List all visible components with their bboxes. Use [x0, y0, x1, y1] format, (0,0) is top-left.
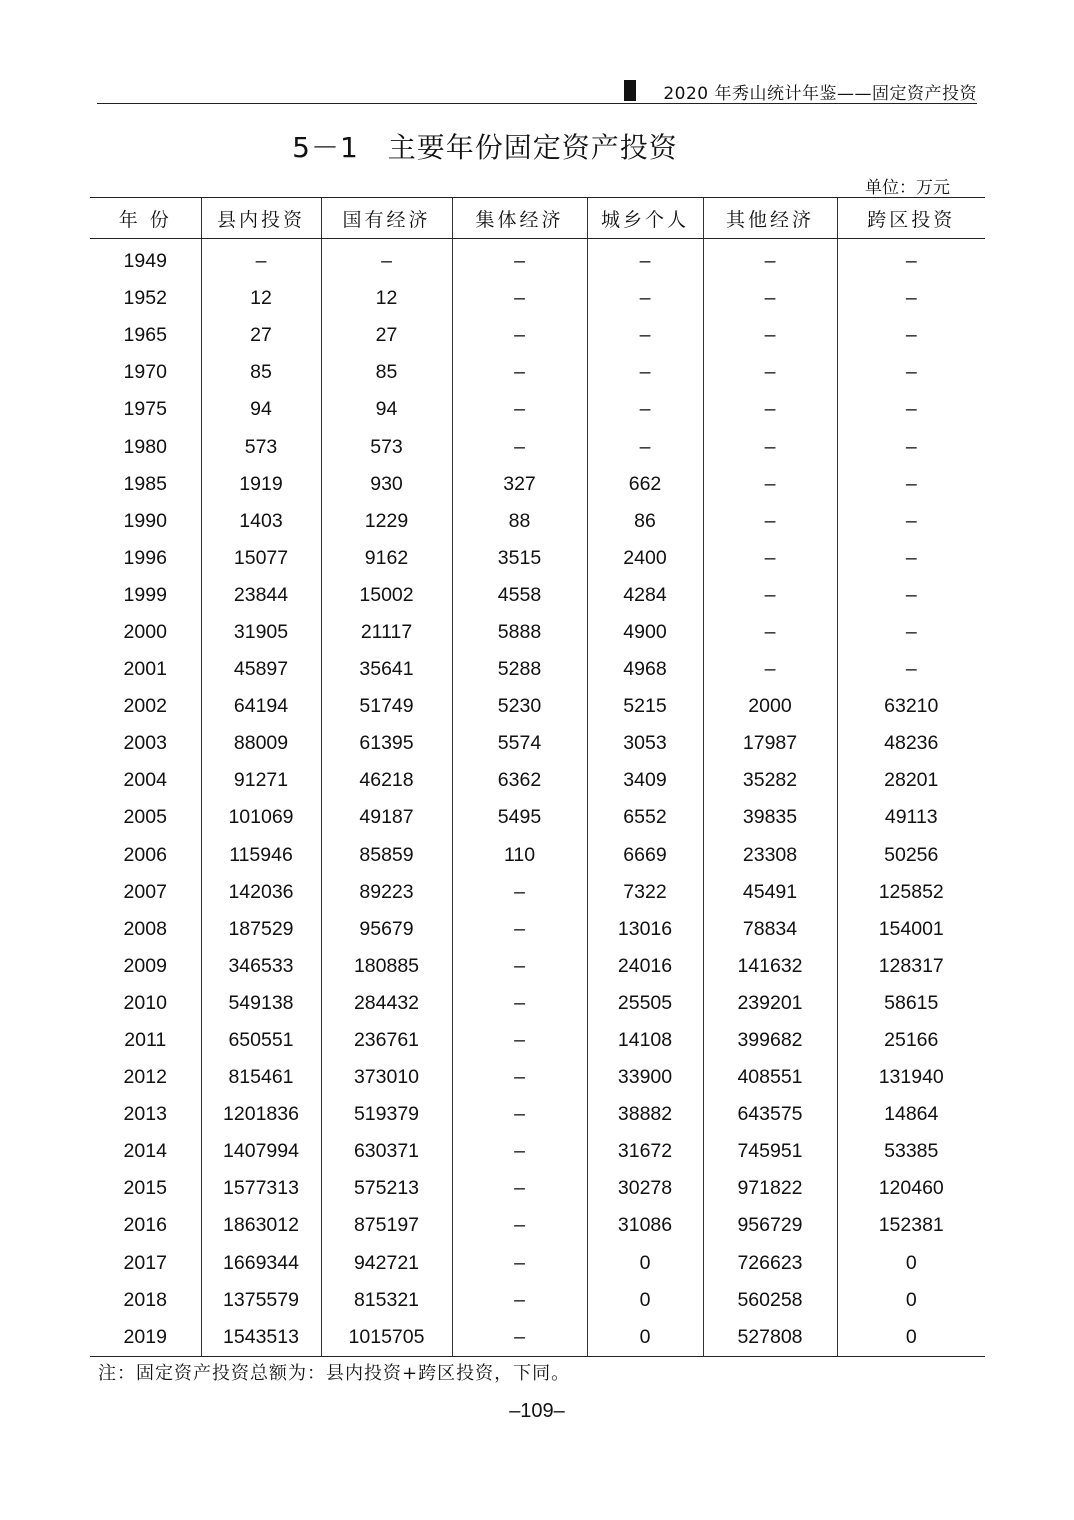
table-row [90, 948, 985, 985]
year-cell: 2014 [123, 1140, 167, 1163]
year-cell: 2007 [123, 880, 167, 903]
value-cell: 0 [837, 1245, 985, 1282]
value-cell: 373010 [321, 1059, 452, 1096]
value-cell: 28201 [837, 762, 985, 799]
value-cell: 31672 [587, 1133, 703, 1170]
column-header: 跨区投资 [837, 198, 985, 239]
value-cell: – [837, 540, 985, 577]
value-cell: – [452, 317, 587, 354]
value-cell: 815461 [201, 1059, 321, 1096]
value-cell: – [452, 1059, 587, 1096]
value-cell: 1229 [321, 503, 452, 540]
value-cell: 408551 [703, 1059, 837, 1096]
value-cell: 27 [321, 317, 452, 354]
column-header: 城乡个人 [587, 198, 703, 239]
value-cell: 50256 [837, 837, 985, 874]
value-cell: – [837, 466, 985, 503]
value-cell: 1669344 [201, 1245, 321, 1282]
table-row [90, 1133, 985, 1170]
table-row [90, 1022, 985, 1059]
table-header-row [90, 198, 985, 239]
value-cell: – [837, 503, 985, 540]
year-cell: 2010 [123, 991, 167, 1014]
year-cell: 1970 [123, 361, 167, 384]
year-cell: 1999 [123, 583, 167, 606]
value-cell: 1543513 [201, 1319, 321, 1357]
value-cell: – [837, 651, 985, 688]
value-cell: 33900 [587, 1059, 703, 1096]
value-cell: 236761 [321, 1022, 452, 1059]
value-cell: – [837, 428, 985, 465]
year-cell: 2016 [123, 1214, 167, 1237]
value-cell: – [703, 503, 837, 540]
investment-table [90, 197, 985, 1357]
year-cell: 2008 [123, 917, 167, 940]
value-cell: 85 [201, 354, 321, 391]
value-cell: – [452, 354, 587, 391]
value-cell: – [703, 354, 837, 391]
value-cell: – [587, 428, 703, 465]
value-cell: 3409 [587, 762, 703, 799]
value-cell: – [837, 577, 985, 614]
value-cell: – [703, 391, 837, 428]
value-cell: 1863012 [201, 1207, 321, 1244]
value-cell: – [452, 1022, 587, 1059]
value-cell: – [452, 1207, 587, 1244]
year-cell: 2004 [123, 769, 167, 792]
value-cell: 12 [201, 280, 321, 317]
value-cell: – [452, 948, 587, 985]
value-cell: 27 [201, 317, 321, 354]
value-cell: 141632 [703, 948, 837, 985]
value-cell: 527808 [703, 1319, 837, 1357]
value-cell: 110 [452, 837, 587, 874]
value-cell: 101069 [201, 799, 321, 836]
value-cell: – [587, 317, 703, 354]
value-cell: 53385 [837, 1133, 985, 1170]
value-cell: 745951 [703, 1133, 837, 1170]
value-cell: 12 [321, 280, 452, 317]
value-cell: 154001 [837, 911, 985, 948]
year-cell: 2005 [123, 806, 167, 829]
value-cell: 180885 [321, 948, 452, 985]
year-cell: 2018 [123, 1288, 167, 1311]
table-note: 注：固定资产投资总额为：县内投资+跨区投资，下同。 [98, 1363, 571, 1384]
year-cell: 2019 [90, 1319, 201, 1357]
value-cell: 142036 [201, 874, 321, 911]
value-cell: 6552 [587, 799, 703, 836]
value-cell: 1375579 [201, 1282, 321, 1319]
column-header: 年 份 [90, 198, 201, 239]
value-cell: 5288 [452, 651, 587, 688]
table-row [90, 428, 985, 465]
value-cell: 726623 [703, 1245, 837, 1282]
value-cell: – [587, 280, 703, 317]
value-cell: – [452, 280, 587, 317]
year-cell: 2015 [123, 1177, 167, 1200]
value-cell: 86 [587, 503, 703, 540]
value-cell: 549138 [201, 985, 321, 1022]
value-cell: 187529 [201, 911, 321, 948]
value-cell: 58615 [837, 985, 985, 1022]
year-cell: 2003 [123, 732, 167, 755]
value-cell: – [837, 239, 985, 281]
value-cell: 15077 [201, 540, 321, 577]
value-cell: – [452, 985, 587, 1022]
value-cell: 0 [587, 1282, 703, 1319]
value-cell: 120460 [837, 1170, 985, 1207]
value-cell: 0 [837, 1282, 985, 1319]
value-cell: 1403 [201, 503, 321, 540]
value-cell: 1407994 [201, 1133, 321, 1170]
value-cell: – [452, 1096, 587, 1133]
year-cell: 1949 [123, 250, 167, 273]
value-cell: 45897 [201, 651, 321, 688]
table-row [90, 280, 985, 317]
year-cell: 1975 [123, 398, 167, 421]
value-cell: – [452, 1319, 587, 1357]
value-cell: 14108 [587, 1022, 703, 1059]
value-cell: 51749 [321, 688, 452, 725]
value-cell: – [703, 614, 837, 651]
value-cell: – [321, 239, 452, 281]
table-body [90, 239, 985, 1357]
year-cell: 2013 [123, 1103, 167, 1126]
value-cell: 31905 [201, 614, 321, 651]
value-cell: 0 [837, 1319, 985, 1357]
value-cell: 284432 [321, 985, 452, 1022]
value-cell: 17987 [703, 725, 837, 762]
value-cell: 5215 [587, 688, 703, 725]
value-cell: 21117 [321, 614, 452, 651]
value-cell: 956729 [703, 1207, 837, 1244]
table-row [90, 1096, 985, 1133]
value-cell: 930 [321, 466, 452, 503]
value-cell: 131940 [837, 1059, 985, 1096]
column-header: 县内投资 [201, 198, 321, 239]
column-header: 集体经济 [452, 198, 587, 239]
value-cell: 25505 [587, 985, 703, 1022]
value-cell: – [452, 911, 587, 948]
value-cell: 45491 [703, 874, 837, 911]
year-cell: 2011 [124, 1029, 167, 1052]
year-cell: 2002 [123, 695, 167, 718]
value-cell: – [587, 354, 703, 391]
value-cell: – [837, 614, 985, 651]
table-row [90, 1170, 985, 1207]
page-number: –109– [509, 1400, 565, 1422]
value-cell: 4968 [587, 651, 703, 688]
table-row [90, 1245, 985, 1282]
value-cell: – [703, 239, 837, 281]
table-row [90, 651, 985, 688]
table-row [90, 354, 985, 391]
value-cell: 24016 [587, 948, 703, 985]
value-cell: 6669 [587, 837, 703, 874]
value-cell: – [703, 466, 837, 503]
table-row [90, 503, 985, 540]
value-cell: 91271 [201, 762, 321, 799]
value-cell: 35282 [703, 762, 837, 799]
table-row [90, 688, 985, 725]
value-cell: 88009 [201, 725, 321, 762]
running-header-text: 2020 年秀山统计年鉴——固定资产投资 [663, 84, 977, 104]
value-cell: 61395 [321, 725, 452, 762]
table-row [90, 799, 985, 836]
year-cell: 1980 [123, 435, 167, 458]
table-row [90, 540, 985, 577]
value-cell: 815321 [321, 1282, 452, 1319]
value-cell: 125852 [837, 874, 985, 911]
value-cell: 1201836 [201, 1096, 321, 1133]
value-cell: 152381 [837, 1207, 985, 1244]
value-cell: – [837, 280, 985, 317]
value-cell: 5230 [452, 688, 587, 725]
value-cell: 38882 [587, 1096, 703, 1133]
value-cell: 4558 [452, 577, 587, 614]
value-cell: 3515 [452, 540, 587, 577]
year-cell: 1985 [123, 472, 167, 495]
value-cell: 46218 [321, 762, 452, 799]
value-cell: 662 [587, 466, 703, 503]
year-cell: 2001 [123, 658, 167, 681]
table-row [90, 911, 985, 948]
table-row [90, 239, 985, 281]
value-cell: 2400 [587, 540, 703, 577]
value-cell: 630371 [321, 1133, 452, 1170]
value-cell: 9162 [321, 540, 452, 577]
value-cell: – [837, 354, 985, 391]
value-cell: 95679 [321, 911, 452, 948]
value-cell: – [703, 540, 837, 577]
value-cell: 875197 [321, 1207, 452, 1244]
value-cell: 1919 [201, 466, 321, 503]
value-cell: – [703, 280, 837, 317]
year-cell: 2000 [123, 620, 167, 643]
value-cell: – [452, 1245, 587, 1282]
value-cell: 4284 [587, 577, 703, 614]
value-cell: – [703, 428, 837, 465]
year-cell: 2012 [123, 1066, 167, 1089]
value-cell: – [452, 1133, 587, 1170]
value-cell: 1577313 [201, 1170, 321, 1207]
value-cell: 971822 [703, 1170, 837, 1207]
year-cell: 2006 [123, 843, 167, 866]
year-cell: 1990 [123, 509, 167, 532]
table-row [90, 614, 985, 651]
table-row [90, 1207, 985, 1244]
table-row [90, 577, 985, 614]
value-cell: 25166 [837, 1022, 985, 1059]
value-cell: 15002 [321, 577, 452, 614]
page-title: 5－1 主要年份固定资产投资 [292, 131, 678, 164]
value-cell: 23844 [201, 577, 321, 614]
table-row [90, 762, 985, 799]
value-cell: 63210 [837, 688, 985, 725]
value-cell: 35641 [321, 651, 452, 688]
value-cell: 3053 [587, 725, 703, 762]
value-cell: 85 [321, 354, 452, 391]
year-cell: 2009 [123, 954, 167, 977]
table-row [90, 466, 985, 503]
value-cell: – [201, 239, 321, 281]
year-cell: 1996 [123, 546, 167, 569]
table-row [90, 874, 985, 911]
value-cell: 519379 [321, 1096, 452, 1133]
running-header [97, 76, 977, 104]
value-cell: – [703, 317, 837, 354]
value-cell: 23308 [703, 837, 837, 874]
value-cell: 13016 [587, 911, 703, 948]
table-row [90, 1059, 985, 1096]
value-cell: – [703, 577, 837, 614]
value-cell: 0 [587, 1245, 703, 1282]
table-row [90, 985, 985, 1022]
value-cell: 94 [201, 391, 321, 428]
value-cell: 94 [321, 391, 452, 428]
table-row [90, 391, 985, 428]
value-cell: 31086 [587, 1207, 703, 1244]
value-cell: – [452, 1170, 587, 1207]
table-row [90, 1282, 985, 1319]
table-row [90, 837, 985, 874]
value-cell: 115946 [201, 837, 321, 874]
value-cell: 5888 [452, 614, 587, 651]
value-cell: 49113 [837, 799, 985, 836]
unit-label: 单位：万元 [865, 178, 950, 198]
value-cell: – [452, 428, 587, 465]
table-row [90, 725, 985, 762]
value-cell: 575213 [321, 1170, 452, 1207]
value-cell: – [452, 874, 587, 911]
value-cell: – [452, 1282, 587, 1319]
value-cell: 5574 [452, 725, 587, 762]
value-cell: 128317 [837, 948, 985, 985]
value-cell: 14864 [837, 1096, 985, 1133]
value-cell: 64194 [201, 688, 321, 725]
value-cell: 30278 [587, 1170, 703, 1207]
value-cell: – [837, 391, 985, 428]
table-row [90, 1319, 985, 1357]
year-cell: 1965 [123, 324, 167, 347]
year-cell: 1952 [123, 287, 167, 310]
table-row [90, 317, 985, 354]
value-cell: 39835 [703, 799, 837, 836]
value-cell: 88 [452, 503, 587, 540]
value-cell: 6362 [452, 762, 587, 799]
value-cell: 573 [201, 428, 321, 465]
value-cell: 5495 [452, 799, 587, 836]
year-cell: 2017 [123, 1251, 167, 1274]
value-cell: 239201 [703, 985, 837, 1022]
value-cell: 942721 [321, 1245, 452, 1282]
value-cell: 7322 [587, 874, 703, 911]
value-cell: 650551 [201, 1022, 321, 1059]
value-cell: 49187 [321, 799, 452, 836]
value-cell: 0 [587, 1319, 703, 1357]
value-cell: – [587, 391, 703, 428]
value-cell: 48236 [837, 725, 985, 762]
column-header: 国有经济 [321, 198, 452, 239]
value-cell: 1015705 [321, 1319, 452, 1357]
value-cell: 573 [321, 428, 452, 465]
value-cell: 399682 [703, 1022, 837, 1059]
value-cell: 2000 [703, 688, 837, 725]
value-cell: – [703, 651, 837, 688]
value-cell: 560258 [703, 1282, 837, 1319]
value-cell: – [452, 391, 587, 428]
value-cell: – [837, 317, 985, 354]
value-cell: 4900 [587, 614, 703, 651]
value-cell: – [452, 239, 587, 281]
value-cell: – [587, 239, 703, 281]
value-cell: 78834 [703, 911, 837, 948]
value-cell: 85859 [321, 837, 452, 874]
column-header: 其他经济 [703, 198, 837, 239]
header-block-mark [624, 80, 636, 101]
value-cell: 643575 [703, 1096, 837, 1133]
value-cell: 327 [452, 466, 587, 503]
value-cell: 89223 [321, 874, 452, 911]
value-cell: 346533 [201, 948, 321, 985]
